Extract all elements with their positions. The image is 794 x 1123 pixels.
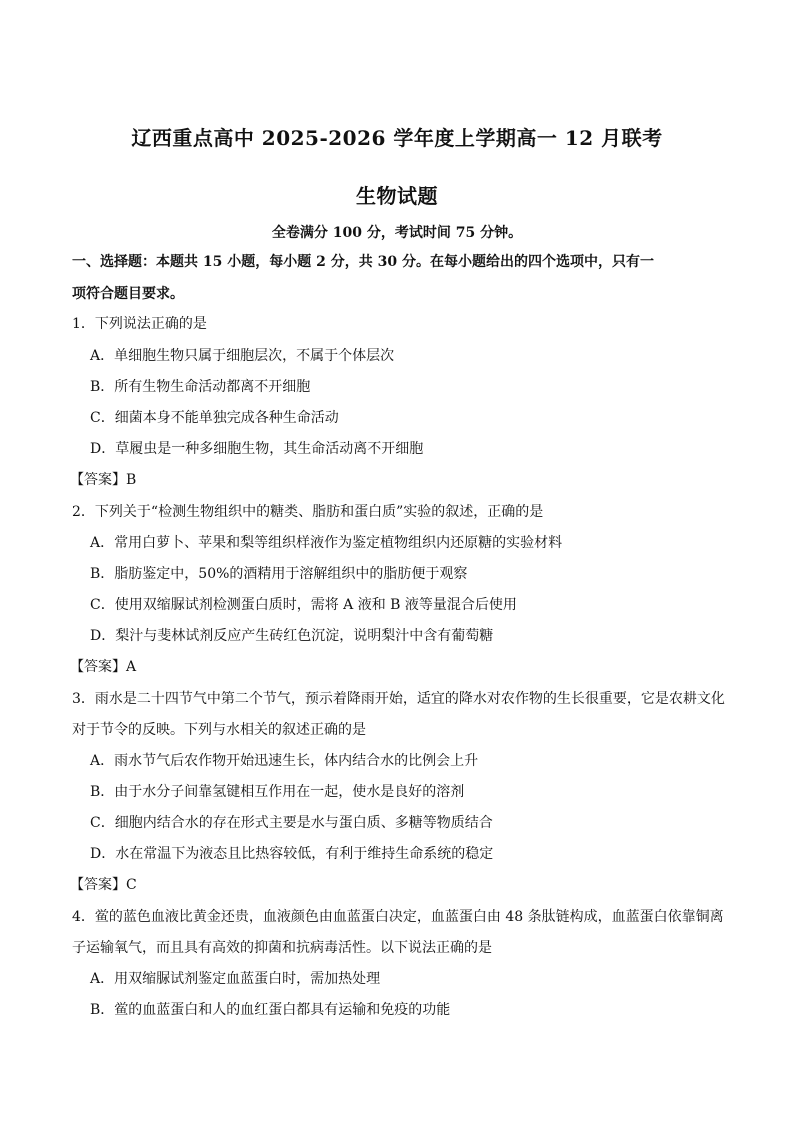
subject-title: 生物试题: [356, 184, 438, 208]
section-heading-line-1: 一、选择题：本题共 15 小题，每小题 2 分，共 30 分。在每小题给出的四个选项中，只有一: [72, 254, 654, 270]
question-1-option-d: D．草履虫是一种多细胞生物，其生命活动离不开细胞: [90, 441, 424, 457]
question-4-stem-line-2: 子运输氧气，而且具有高效的抑菌和抗病毒活性。以下说法正确的是: [72, 940, 492, 956]
question-3-option-b: B．由于水分子间靠氢键相互作用在一起，使水是良好的溶剂: [90, 784, 465, 800]
question-3-option-c: C．细胞内结合水的存在形式主要是水与蛋白质、多糖等物质结合: [90, 815, 493, 831]
question-3-option-d: D．水在常温下为液态且比热容较低，有利于维持生命系统的稳定: [90, 846, 494, 862]
question-1-option-a: A．单细胞生物只属于细胞层次，不属于个体层次: [90, 348, 395, 364]
question-3-stem-line-2: 对于节令的反映。下列与水相关的叙述正确的是: [72, 722, 366, 738]
question-3-stem-line-1: 3．雨水是二十四节气中第二个节气，预示着降雨开始，适宜的降水对农作物的生长很重要，它是农耕文化: [72, 691, 725, 707]
question-4-option-a: A．用双缩脲试剂鉴定血蓝蛋白时，需加热处理: [90, 971, 381, 987]
question-3-option-a: A．雨水节气后农作物开始迅速生长，体内结合水的比例会上升: [90, 753, 479, 769]
question-2-option-b: B．脂肪鉴定中，50%的酒精用于溶解组织中的脂肪便于观察: [90, 566, 468, 582]
exam-title: 辽西重点高中 2025-2026 学年度上学期高一 12 月联考: [131, 126, 663, 150]
section-heading-line-2: 项符合题目要求。: [72, 286, 184, 302]
exam-note: 全卷满分 100 分，考试时间 75 分钟。: [271, 225, 523, 241]
question-1-option-b: B．所有生物生命活动都离不开细胞: [90, 379, 311, 395]
question-1-answer: 【答案】B: [70, 472, 137, 488]
question-3-answer: 【答案】C: [70, 877, 137, 893]
question-1-option-c: C．细菌本身不能单独完成各种生命活动: [90, 410, 339, 426]
question-2-option-a: A．常用白萝卜、苹果和梨等组织样液作为鉴定植物组织内还原糖的实验材料: [90, 535, 563, 551]
question-4-stem-line-1: 4．鲎的蓝色血液比黄金还贵，血液颜色由血蓝蛋白决定，血蓝蛋白由 48 条肽链构成，血蓝蛋白依靠铜离: [72, 909, 724, 925]
question-1-stem: 1．下列说法正确的是: [72, 316, 207, 332]
question-2-answer: 【答案】A: [70, 659, 137, 675]
question-2-option-d: D．梨汁与斐林试剂反应产生砖红色沉淀，说明梨汁中含有葡萄糖: [90, 628, 494, 644]
question-4-option-b: B．鲎的血蓝蛋白和人的血红蛋白都具有运输和免疫的功能: [90, 1002, 451, 1018]
question-2-stem: 2．下列关于“检测生物组织中的糖类、脂肪和蛋白质”实验的叙述，正确的是: [72, 504, 544, 520]
question-2-option-c: C．使用双缩脲试剂检测蛋白质时，需将 A 液和 B 液等量混合后使用: [90, 597, 517, 613]
